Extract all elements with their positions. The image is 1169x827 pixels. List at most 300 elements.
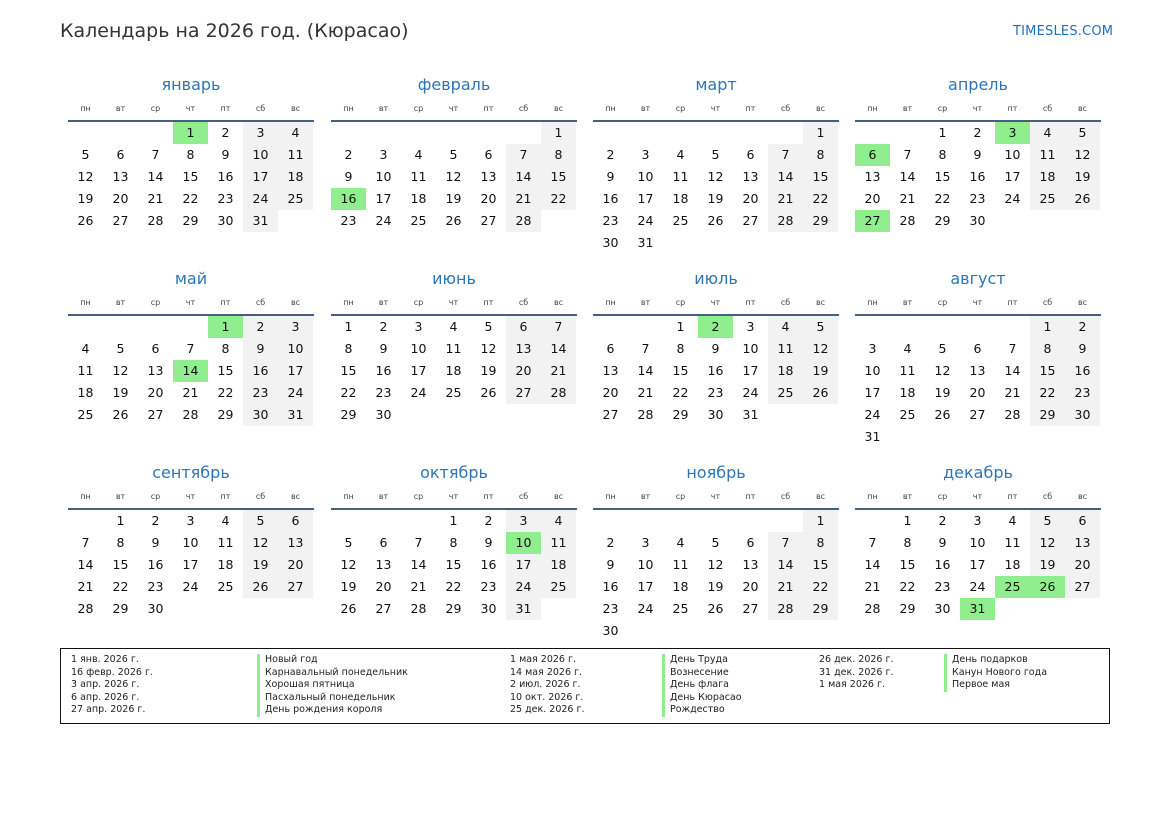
weekday-label: чт: [972, 491, 983, 501]
day-grid: [68, 316, 313, 426]
weekday-label: вс: [815, 297, 826, 307]
day-cell: 19: [112, 385, 129, 400]
day-cell: 1: [1030, 316, 1065, 338]
legend-holiday-name: Первое мая: [944, 679, 1047, 692]
weekday-label: сб: [1042, 297, 1053, 307]
weekday-label: пт: [220, 297, 231, 307]
empty-cell: [768, 510, 803, 532]
legend-holiday-name: День Кюрасао: [662, 692, 742, 705]
day-cell: 17: [410, 363, 427, 378]
empty-cell: [173, 316, 208, 338]
day-cell: 21: [182, 385, 199, 400]
day-cell: 4: [221, 513, 230, 528]
day-cell: 20: [112, 191, 129, 206]
weekday-label: пн: [343, 491, 354, 501]
day-cell: 7: [903, 147, 912, 162]
day-cell: 23: [969, 191, 986, 206]
day-cell: 4: [1008, 513, 1017, 528]
weekday-label: сб: [518, 103, 529, 113]
day-cell: 12: [707, 169, 724, 184]
day-cell: 20: [742, 579, 759, 594]
day-cell: 1: [803, 122, 838, 144]
legend-date: 25 дек. 2026 г.: [510, 704, 585, 716]
weekday-label: чт: [710, 103, 721, 113]
weekday-label: пн: [343, 297, 354, 307]
day-cell: 14: [768, 166, 803, 188]
day-cell: 8: [186, 147, 195, 162]
day-cell: 4: [676, 535, 685, 550]
holiday-day-cell: 31: [960, 598, 995, 620]
day-cell: 29: [340, 407, 357, 422]
legend-date: 1 мая 2026 г.: [819, 679, 885, 691]
day-cell: 21: [1004, 385, 1021, 400]
weekday-label: сб: [780, 491, 791, 501]
day-cell: 24: [410, 385, 427, 400]
empty-cell: [663, 510, 698, 532]
day-grid: [68, 122, 313, 232]
day-cell: 16: [934, 557, 951, 572]
empty-cell: [628, 122, 663, 144]
day-cell: 3: [278, 316, 313, 338]
day-cell: 13: [278, 532, 313, 554]
day-cell: 3: [186, 513, 195, 528]
day-cell: 8: [449, 535, 458, 550]
weekday-label: ср: [413, 297, 424, 307]
day-cell: 22: [899, 579, 916, 594]
empty-cell: [890, 316, 925, 338]
empty-cell: [436, 122, 471, 144]
month-name: апрель: [948, 75, 1008, 94]
day-cell: 25: [1030, 188, 1065, 210]
day-grid: [331, 316, 576, 426]
day-cell: 7: [541, 316, 576, 338]
weekday-label: вт: [902, 103, 913, 113]
day-cell: 1: [803, 510, 838, 532]
weekday-label: ср: [675, 103, 686, 113]
day-cell: 29: [672, 407, 689, 422]
day-cell: 20: [969, 385, 986, 400]
day-cell: 7: [868, 535, 877, 550]
day-cell: 7: [414, 535, 423, 550]
legend-holiday-name: Карнавальный понедельник: [257, 667, 408, 680]
weekday-label: вт: [640, 103, 651, 113]
day-cell: 15: [112, 557, 129, 572]
weekday-label: вс: [815, 103, 826, 113]
day-cell: 12: [707, 557, 724, 572]
empty-cell: [698, 122, 733, 144]
day-cell: 4: [278, 122, 313, 144]
day-cell: 28: [410, 601, 427, 616]
weekday-label: вс: [290, 103, 301, 113]
month-name: июнь: [432, 269, 476, 288]
day-cell: 21: [410, 579, 427, 594]
day-cell: 11: [410, 169, 427, 184]
weekday-label: вс: [1077, 297, 1088, 307]
day-cell: 28: [1004, 407, 1021, 422]
day-cell: 5: [484, 319, 493, 334]
day-cell: 18: [672, 191, 689, 206]
weekday-label: вс: [553, 103, 564, 113]
weekday-label: чт: [185, 103, 196, 113]
day-cell: 22: [803, 576, 838, 598]
weekday-label: вт: [902, 297, 913, 307]
empty-cell: [925, 316, 960, 338]
day-cell: 15: [803, 166, 838, 188]
day-cell: 5: [243, 510, 278, 532]
day-cell: 20: [1065, 554, 1100, 576]
empty-cell: [768, 122, 803, 144]
weekday-header: [593, 96, 839, 122]
day-cell: 18: [445, 363, 462, 378]
weekday-header: [331, 484, 577, 510]
day-cell: 13: [480, 169, 497, 184]
weekday-label: пт: [745, 297, 756, 307]
day-cell: 25: [899, 407, 916, 422]
weekday-header: [68, 484, 314, 510]
weekday-label: сб: [1042, 491, 1053, 501]
day-cell: 4: [81, 341, 90, 356]
holiday-day-cell: 3: [995, 122, 1030, 144]
legend-date: 31 дек. 2026 г.: [819, 666, 894, 678]
day-cell: 9: [221, 147, 230, 162]
day-cell: 3: [973, 513, 982, 528]
month-name: ноябрь: [686, 463, 746, 482]
weekday-label: ср: [675, 297, 686, 307]
day-cell: 10: [637, 169, 654, 184]
day-cell: 4: [414, 147, 423, 162]
day-cell: 9: [344, 169, 353, 184]
day-cell: 21: [541, 360, 576, 382]
weekday-label: пт: [745, 491, 756, 501]
day-cell: 23: [217, 191, 234, 206]
day-cell: 11: [217, 535, 234, 550]
weekday-label: пн: [80, 103, 91, 113]
day-cell: 5: [711, 147, 720, 162]
holiday-day-cell: 1: [173, 122, 208, 144]
day-cell: 21: [77, 579, 94, 594]
day-cell: 17: [506, 554, 541, 576]
day-cell: 23: [147, 579, 164, 594]
day-cell: 10: [742, 341, 759, 356]
day-cell: 14: [768, 554, 803, 576]
day-cell: 20: [602, 385, 619, 400]
day-cell: 8: [1030, 338, 1065, 360]
day-cell: 31: [243, 210, 278, 232]
day-cell: 9: [243, 338, 278, 360]
day-cell: 10: [243, 144, 278, 166]
weekday-label: пт: [220, 491, 231, 501]
day-cell: 2: [606, 147, 615, 162]
day-cell: 15: [541, 166, 576, 188]
day-grid: [68, 510, 313, 620]
day-cell: 2: [221, 125, 230, 140]
weekday-label: чт: [710, 491, 721, 501]
month-7: [593, 268, 839, 426]
day-cell: 18: [899, 385, 916, 400]
empty-cell: [733, 510, 768, 532]
day-cell: 19: [707, 191, 724, 206]
day-cell: 28: [506, 210, 541, 232]
weekday-label: пн: [867, 103, 878, 113]
day-cell: 26: [77, 213, 94, 228]
day-cell: 20: [480, 191, 497, 206]
day-cell: 17: [742, 363, 759, 378]
day-cell: 10: [1004, 147, 1021, 162]
day-cell: 10: [969, 535, 986, 550]
day-cell: 7: [81, 535, 90, 550]
weekday-label: пт: [483, 297, 494, 307]
day-cell: 6: [973, 341, 982, 356]
day-cell: 4: [1030, 122, 1065, 144]
day-cell: 27: [506, 382, 541, 404]
day-cell: 10: [278, 338, 313, 360]
day-cell: 14: [899, 169, 916, 184]
weekday-label: ср: [150, 491, 161, 501]
legend-names-col-1: [257, 654, 408, 717]
legend-holiday-name: Новый год: [257, 654, 408, 667]
empty-cell: [331, 510, 366, 532]
day-cell: 18: [77, 385, 94, 400]
weekday-label: пт: [483, 491, 494, 501]
day-cell: 12: [445, 169, 462, 184]
day-cell: 15: [803, 554, 838, 576]
day-cell: 5: [803, 316, 838, 338]
empty-cell: [593, 316, 628, 338]
weekday-label: пн: [343, 103, 354, 113]
day-cell: 21: [506, 188, 541, 210]
day-cell: 15: [182, 169, 199, 184]
weekday-label: чт: [972, 103, 983, 113]
day-cell: 15: [934, 169, 951, 184]
day-cell: 30: [707, 407, 724, 422]
weekday-label: пт: [1007, 297, 1018, 307]
day-cell: 14: [541, 338, 576, 360]
holiday-day-cell: 2: [698, 316, 733, 338]
legend-holiday-name: Канун Нового года: [944, 667, 1047, 680]
day-cell: 13: [969, 363, 986, 378]
legend-holiday-name: Пасхальный понедельник: [257, 692, 408, 705]
day-cell: 15: [1030, 360, 1065, 382]
weekday-label: вс: [553, 297, 564, 307]
day-cell: 12: [77, 169, 94, 184]
day-cell: 11: [445, 341, 462, 356]
day-cell: 10: [864, 363, 881, 378]
month-name: февраль: [417, 75, 491, 94]
day-cell: 10: [182, 535, 199, 550]
legend-holiday-name: Вознесение: [662, 667, 742, 680]
day-cell: 20: [375, 579, 392, 594]
day-cell: 28: [899, 213, 916, 228]
day-cell: 17: [969, 557, 986, 572]
day-cell: 8: [221, 341, 230, 356]
day-cell: 25: [672, 601, 689, 616]
day-cell: 14: [1004, 363, 1021, 378]
weekday-label: вт: [640, 491, 651, 501]
day-cell: 11: [77, 363, 94, 378]
empty-cell: [103, 122, 138, 144]
day-cell: 6: [116, 147, 125, 162]
day-cell: 14: [147, 169, 164, 184]
day-cell: 17: [1004, 169, 1021, 184]
day-cell: 9: [379, 341, 388, 356]
day-cell: 3: [868, 341, 877, 356]
day-cell: 12: [1065, 144, 1100, 166]
day-cell: 1: [344, 319, 353, 334]
day-cell: 2: [151, 513, 160, 528]
day-cell: 20: [864, 191, 881, 206]
day-cell: 29: [803, 210, 838, 232]
legend-holiday-name: День флага: [662, 679, 742, 692]
day-cell: 30: [1065, 404, 1100, 426]
site-link[interactable]: TIMESLES.COM: [1013, 24, 1114, 39]
empty-cell: [663, 122, 698, 144]
day-cell: 9: [151, 535, 160, 550]
day-cell: 21: [864, 579, 881, 594]
legend-holiday-name: День подарков: [944, 654, 1047, 667]
day-cell: 10: [637, 557, 654, 572]
day-cell: 24: [637, 213, 654, 228]
day-cell: 24: [742, 385, 759, 400]
day-cell: 16: [969, 169, 986, 184]
day-cell: 23: [1065, 382, 1100, 404]
day-cell: 10: [410, 341, 427, 356]
day-cell: 27: [375, 601, 392, 616]
day-cell: 3: [379, 147, 388, 162]
month-1: [68, 74, 314, 232]
day-cell: 19: [480, 363, 497, 378]
empty-cell: [733, 122, 768, 144]
day-cell: 22: [445, 579, 462, 594]
month-12: [855, 462, 1101, 620]
day-cell: 20: [506, 360, 541, 382]
weekday-label: пт: [220, 103, 231, 113]
day-cell: 24: [278, 382, 313, 404]
day-cell: 12: [934, 363, 951, 378]
day-cell: 3: [414, 319, 423, 334]
day-cell: 31: [864, 429, 881, 444]
month-10: [331, 462, 577, 620]
legend-holiday-name: День рождения короля: [257, 704, 408, 717]
day-cell: 23: [934, 579, 951, 594]
weekday-label: сб: [518, 491, 529, 501]
day-cell: 17: [182, 557, 199, 572]
legend-holiday-name: Рождество: [662, 704, 742, 717]
day-cell: 26: [707, 601, 724, 616]
weekday-label: сб: [1042, 103, 1053, 113]
day-cell: 2: [606, 535, 615, 550]
day-grid: [593, 510, 838, 642]
day-grid: [855, 122, 1100, 232]
day-cell: 15: [445, 557, 462, 572]
day-cell: 3: [506, 510, 541, 532]
day-cell: 30: [217, 213, 234, 228]
day-cell: 18: [768, 360, 803, 382]
day-cell: 28: [77, 601, 94, 616]
day-cell: 11: [541, 532, 576, 554]
day-cell: 11: [768, 338, 803, 360]
day-cell: 27: [969, 407, 986, 422]
weekday-label: вс: [1077, 491, 1088, 501]
day-cell: 18: [541, 554, 576, 576]
day-cell: 5: [116, 341, 125, 356]
legend-date: 1 мая 2026 г.: [510, 654, 576, 665]
day-cell: 30: [147, 601, 164, 616]
day-cell: 7: [641, 341, 650, 356]
day-cell: 9: [484, 535, 493, 550]
day-cell: 17: [278, 360, 313, 382]
day-grid: [593, 122, 838, 254]
legend-dates-col-1: [71, 654, 153, 717]
day-cell: 18: [1004, 557, 1021, 572]
day-cell: 12: [1030, 532, 1065, 554]
empty-cell: [698, 510, 733, 532]
day-cell: 24: [506, 576, 541, 598]
legend-dates-col-3: [819, 654, 894, 692]
day-cell: 18: [278, 166, 313, 188]
day-cell: 11: [1004, 535, 1021, 550]
day-cell: 24: [243, 188, 278, 210]
day-cell: 11: [1030, 144, 1065, 166]
day-cell: 20: [742, 191, 759, 206]
weekday-label: пн: [80, 297, 91, 307]
day-cell: 18: [410, 191, 427, 206]
day-cell: 23: [243, 382, 278, 404]
day-cell: 21: [899, 191, 916, 206]
day-cell: 19: [77, 191, 94, 206]
day-cell: 9: [973, 147, 982, 162]
empty-cell: [855, 316, 890, 338]
day-cell: 12: [480, 341, 497, 356]
legend-date: 1 янв. 2026 г.: [71, 654, 139, 665]
weekday-label: чт: [972, 297, 983, 307]
holiday-day-cell: 26: [1030, 576, 1065, 598]
day-cell: 30: [375, 407, 392, 422]
day-cell: 7: [506, 144, 541, 166]
day-cell: 22: [803, 188, 838, 210]
day-cell: 27: [480, 213, 497, 228]
day-cell: 28: [147, 213, 164, 228]
day-cell: 7: [151, 147, 160, 162]
day-cell: 25: [410, 213, 427, 228]
day-cell: 26: [1065, 188, 1100, 210]
month-name: март: [695, 75, 737, 94]
day-cell: 31: [506, 598, 541, 620]
empty-cell: [331, 122, 366, 144]
weekday-label: пт: [483, 103, 494, 113]
day-cell: 8: [676, 341, 685, 356]
day-cell: 21: [147, 191, 164, 206]
legend-holiday-name: Хорошая пятница: [257, 679, 408, 692]
day-cell: 11: [278, 144, 313, 166]
day-cell: 6: [379, 535, 388, 550]
day-cell: 4: [449, 319, 458, 334]
day-cell: 14: [410, 557, 427, 572]
weekday-label: вт: [378, 297, 389, 307]
month-name: сентябрь: [152, 463, 230, 482]
page-title: Календарь на 2026 год. (Кюрасао): [60, 20, 409, 42]
day-grid: [855, 316, 1100, 448]
empty-cell: [103, 316, 138, 338]
day-cell: 28: [768, 598, 803, 620]
day-cell: 16: [602, 579, 619, 594]
day-cell: 5: [1065, 122, 1100, 144]
month-name: октябрь: [420, 463, 488, 482]
weekday-label: ср: [413, 491, 424, 501]
weekday-label: ср: [937, 297, 948, 307]
weekday-label: ср: [150, 103, 161, 113]
legend-date: 26 дек. 2026 г.: [819, 654, 894, 665]
day-cell: 22: [112, 579, 129, 594]
